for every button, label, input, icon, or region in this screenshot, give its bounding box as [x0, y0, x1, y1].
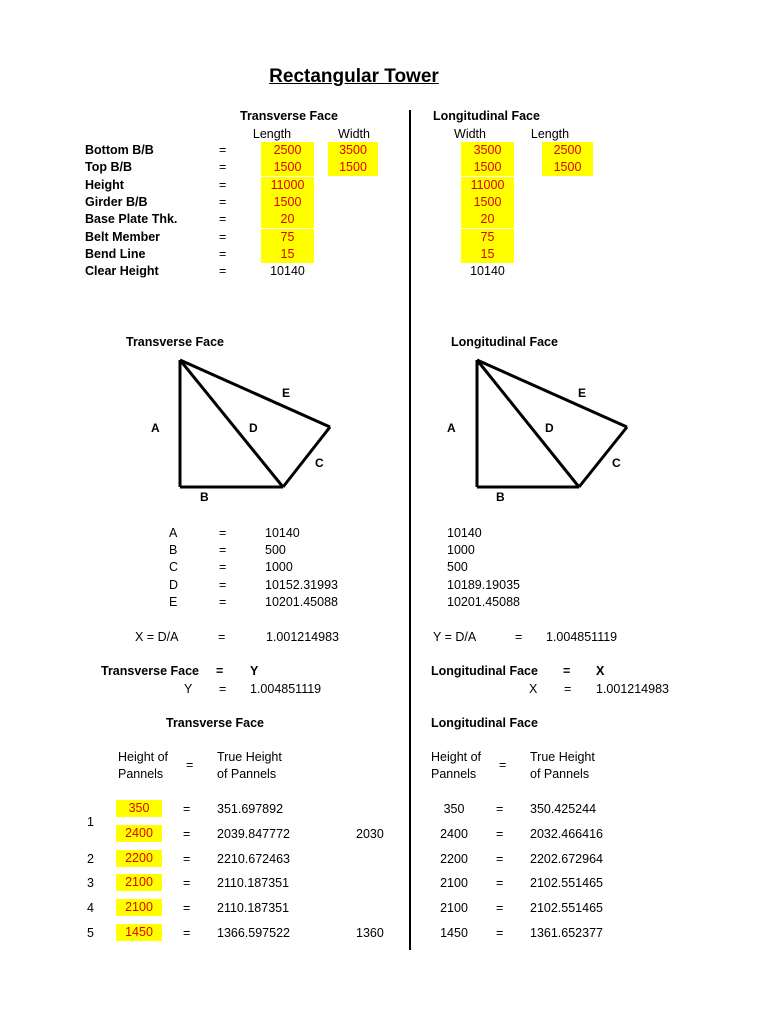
panel-l-height: 1450	[440, 926, 468, 940]
segment-longitudinal-value: 10189.19035	[447, 577, 520, 592]
y-ratio-value: 1.004851119	[546, 630, 618, 644]
panel-t-eq: =	[183, 852, 191, 866]
l-face-factor-eq2: =	[564, 682, 572, 696]
dim-t1-value: 2500	[261, 142, 314, 159]
t-face-factor-eq: =	[216, 664, 224, 678]
segment-transverse-value: 10152.31993	[265, 577, 338, 592]
l-panels-height-header: Height of	[431, 750, 482, 764]
label-a: A	[447, 421, 456, 435]
label-e: E	[578, 386, 587, 400]
panel-t-eq: =	[183, 827, 191, 841]
label-b: B	[496, 490, 505, 504]
l-panels-true-header2: of Pannels	[530, 767, 590, 781]
transverse-face-diagram	[140, 350, 350, 510]
panel-t-height: 1450	[116, 924, 162, 941]
t-face-factor-eq2: =	[219, 682, 227, 696]
panel-index: 2	[87, 852, 94, 866]
panel-t-eq: =	[183, 802, 191, 816]
dim-eq: =	[219, 160, 227, 175]
segment-longitudinal-value: 10140	[447, 526, 482, 540]
panel-l-height: 2400	[440, 827, 468, 841]
l-panels-true-header: True Height	[530, 750, 595, 764]
segment-letter: C	[169, 560, 179, 575]
longitudinal-face-heading: Longitudinal Face	[433, 109, 540, 123]
segment-transverse-value: 1000	[265, 560, 293, 575]
label-d: D	[249, 421, 258, 435]
panel-t-true-height: 2210.672463	[217, 852, 290, 866]
y-ratio-eq: =	[515, 630, 523, 644]
t-face-factor-value: 1.004851119	[250, 682, 322, 696]
segment-longitudinal-value: 1000	[447, 543, 475, 558]
t-col-length-header: Length	[252, 127, 292, 141]
label-d: D	[545, 421, 554, 435]
y-ratio-label: Y = D/A	[433, 630, 477, 644]
panel-l-true-height: 2032.466416	[530, 827, 603, 841]
dim-eq: =	[219, 143, 227, 157]
dim-t2-value: 3500	[328, 142, 378, 159]
panel-l-height: 2100	[440, 876, 468, 890]
t-panels-true-header2: of Pannels	[217, 767, 277, 781]
panel-index: 5	[87, 926, 94, 940]
dim-l2-value: 2500	[542, 142, 593, 159]
t-panels-height-header: Height of	[118, 750, 169, 764]
l-col-length-header: Length	[530, 127, 570, 141]
segment-letter: D	[169, 577, 179, 592]
dim-eq: =	[219, 264, 227, 279]
dim-t1-value: 75	[261, 229, 314, 246]
panel-t-note: 1360	[356, 926, 384, 940]
panel-l-height: 350	[443, 802, 465, 816]
panel-t-height: 2100	[116, 874, 162, 891]
dim-eq: =	[219, 246, 227, 261]
dim-l1-value: 3500	[461, 142, 514, 159]
t-face-factor-label: Transverse Face	[101, 664, 199, 678]
panel-l-eq: =	[496, 827, 504, 841]
dim-label: Clear Height	[85, 264, 159, 279]
l-face-factor-label: Longitudinal Face	[431, 664, 538, 678]
panel-l-true-height: 2102.551465	[530, 876, 603, 890]
panel-t-eq: =	[183, 876, 191, 890]
t-panels-header-eq: =	[186, 758, 194, 772]
dim-l1-value: 15	[461, 246, 514, 263]
panel-l-eq: =	[496, 852, 504, 866]
panel-t-height: 2100	[116, 899, 162, 916]
panels-transverse-title: Transverse Face	[166, 716, 264, 730]
panel-t-height: 2200	[116, 850, 162, 867]
dim-l1-value: 10140	[470, 264, 505, 279]
segment-longitudinal-value: 500	[447, 560, 468, 575]
panel-t-true-height: 2110.187351	[217, 901, 290, 915]
panel-l-eq: =	[496, 926, 504, 940]
transverse-face-heading: Transverse Face	[240, 109, 338, 123]
panel-l-true-height: 1361.652377	[530, 926, 603, 940]
x-ratio-label: X = D/A	[135, 630, 179, 644]
dim-t1-value: 11000	[261, 177, 314, 194]
dim-label: Girder B/B	[85, 194, 148, 209]
dim-label: Top B/B	[85, 160, 132, 175]
l-face-factor-symbol2: X	[529, 682, 538, 696]
dim-l2-value: 1500	[542, 159, 593, 176]
panel-t-true-height: 351.697892	[217, 802, 284, 816]
panel-index: 3	[87, 876, 94, 890]
panel-t-eq: =	[183, 901, 191, 915]
panel-l-height: 2200	[440, 852, 468, 866]
t-face-factor-symbol2: Y	[184, 682, 193, 696]
panel-l-true-height: 2202.672964	[530, 852, 603, 866]
segment-letter: A	[169, 526, 178, 540]
segment-transverse-value: 10201.45088	[265, 594, 338, 609]
page-title: Rectangular Tower	[269, 66, 439, 87]
panel-l-eq: =	[496, 802, 504, 816]
l-panels-height-header2: Pannels	[431, 767, 477, 781]
panel-t-note: 2030	[356, 827, 384, 841]
segment-letter: B	[169, 543, 178, 558]
segment-letter: E	[169, 594, 178, 609]
l-face-factor-eq: =	[563, 664, 571, 678]
dim-label: Base Plate Thk.	[85, 212, 178, 227]
l-col-width-header: Width	[454, 127, 486, 141]
panel-t-true-height: 1366.597522	[217, 926, 290, 940]
panel-l-height: 2100	[440, 901, 468, 915]
label-c: C	[315, 456, 324, 470]
segment-eq: =	[219, 560, 227, 575]
dim-eq: =	[219, 177, 227, 192]
l-face-factor-value: 1.001214983	[596, 682, 669, 696]
dim-label: Height	[85, 177, 124, 192]
diagram-transverse-title: Transverse Face	[126, 335, 224, 349]
segment-eq: =	[219, 594, 227, 609]
panel-index: 4	[87, 901, 94, 915]
longitudinal-face-diagram	[437, 350, 647, 510]
dim-l1-value: 11000	[461, 177, 514, 194]
panel-l-true-height: 2102.551465	[530, 901, 603, 915]
segment-eq: =	[219, 577, 227, 592]
segment-longitudinal-value: 10201.45088	[447, 594, 520, 609]
panel-group-index: 1	[87, 815, 94, 829]
dim-t1-value: 1500	[261, 159, 314, 176]
label-a: A	[151, 421, 160, 435]
dim-t1-value: 15	[261, 246, 314, 263]
segment-eq: =	[219, 543, 227, 558]
dim-t1-value: 20	[261, 211, 314, 228]
panel-l-eq: =	[496, 876, 504, 890]
dim-label: Bend Line	[85, 246, 146, 261]
x-ratio-eq: =	[218, 630, 226, 644]
panel-l-eq: =	[496, 901, 504, 915]
panel-t-height: 350	[116, 800, 162, 817]
segment-transverse-value: 10140	[265, 526, 300, 540]
panel-l-true-height: 350.425244	[530, 802, 597, 816]
panel-t-true-height: 2110.187351	[217, 876, 290, 890]
dim-eq: =	[219, 194, 227, 209]
label-e: E	[282, 386, 291, 400]
dim-eq: =	[219, 212, 227, 227]
panels-longitudinal-title: Longitudinal Face	[431, 716, 538, 730]
dim-label: Bottom B/B	[85, 143, 154, 157]
panel-t-true-height: 2039.847772	[217, 827, 290, 841]
dim-l1-value: 1500	[461, 194, 514, 211]
diagram-longitudinal-title: Longitudinal Face	[451, 335, 558, 349]
dim-t1-value: 1500	[261, 194, 314, 211]
t-panels-height-header2: Pannels	[118, 767, 164, 781]
panel-t-eq: =	[183, 926, 191, 940]
segment-eq: =	[219, 526, 227, 540]
l-panels-header-eq: =	[499, 758, 507, 772]
panel-t-height: 2400	[116, 825, 162, 842]
dim-t1-value: 10140	[270, 264, 305, 279]
column-divider	[409, 110, 411, 950]
label-c: C	[612, 456, 621, 470]
dim-l1-value: 1500	[461, 159, 514, 176]
t-panels-true-header: True Height	[217, 750, 282, 764]
dim-eq: =	[219, 229, 227, 244]
dim-l1-value: 75	[461, 229, 514, 246]
segment-transverse-value: 500	[265, 543, 286, 558]
dim-l1-value: 20	[461, 211, 514, 228]
t-face-factor-symbol: Y	[250, 664, 259, 678]
dim-label: Belt Member	[85, 229, 161, 244]
dim-t2-value: 1500	[328, 159, 378, 176]
l-face-factor-symbol: X	[596, 664, 605, 678]
t-col-width-header: Width	[338, 127, 370, 141]
x-ratio-value: 1.001214983	[266, 630, 339, 644]
label-b: B	[200, 490, 209, 504]
